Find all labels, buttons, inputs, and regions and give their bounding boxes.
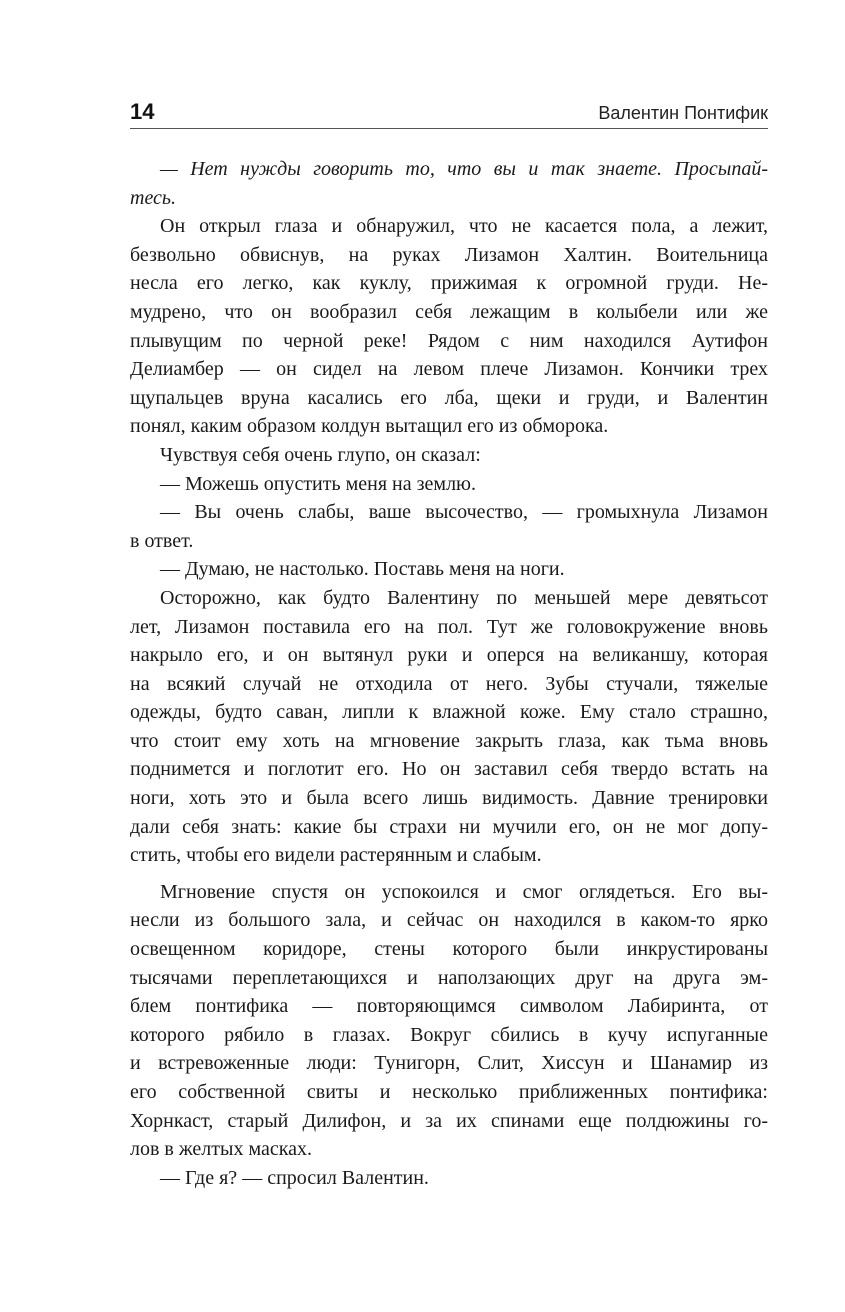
text-line: которого рябило в глазах. Вокруг сбились в кучу испуганные xyxy=(130,1023,768,1046)
text-line: накрыло его, и он вытянул руки и оперся на великаншу, которая xyxy=(130,644,768,667)
text-line: мудрено, что он вообразил себя лежащим в колыбели или же xyxy=(130,300,768,323)
text-line: безвольно обвиснув, на руках Лизамон Халтин. Воительница xyxy=(130,243,768,266)
page-number: 14 xyxy=(130,99,155,124)
text-line: лов в желтых масках. xyxy=(130,1138,313,1161)
text-line: понял, каким образом колдун вытащил его из обморока. xyxy=(130,415,609,438)
text-line: Мгновение спустя он успокоился и смог оглядеться. Его вы- xyxy=(160,880,768,903)
text-line: тесь. xyxy=(130,186,177,209)
text-line: его собственной свиты и несколько приближенных понтифика: xyxy=(130,1081,768,1103)
text-line: освещенном коридоре, стены которого были инкрустированы xyxy=(130,938,768,961)
text-line: на всякий случай не отходила от него. Зубы стучали, тяжелые xyxy=(130,672,768,695)
text-line: Чувствуя себя очень глупо, он сказал: xyxy=(160,443,481,466)
text-line: Он открыл глаза и обнаружил, что не касается пола, а лежит, xyxy=(160,215,768,238)
text-line: ноги, хоть это и была всего лишь видимость. Давние тренировки xyxy=(130,787,768,810)
text-line: Осторожно, как будто Валентину по меньшей мере девятьсот xyxy=(160,586,768,609)
page-header xyxy=(130,98,768,129)
text-line: стить, чтобы его видели растерянным и слабым. xyxy=(130,844,542,867)
text-line: поднимется и поглотит его. Но он заставил себя твердо встать на xyxy=(130,758,768,781)
text-line: блем понтифика — повторяющимся символом Лабиринта, от xyxy=(130,995,768,1018)
text-line: лет, Лизамон поставила его на пол. Тут же головокружение вновь xyxy=(130,615,768,638)
text-line: дали себя знать: какие бы страхи ни мучили его, он не мог допу- xyxy=(130,815,768,838)
text-line: несла его легко, как куклу, прижимая к огромной груди. Не- xyxy=(130,272,768,295)
text-line: — Нет нужды говорить то, что вы и так знаете. Просыпай- xyxy=(160,158,768,180)
text-line: — Можешь опустить меня на землю. xyxy=(160,472,476,495)
text-line: что стоит ему хоть на мгновение закрыть глаза, как тьма вновь xyxy=(130,729,768,752)
text-line: — Где я? — спросил Валентин. xyxy=(160,1166,429,1189)
text-line: щупальцев вруна касались его лба, щеки и груди, и Валентин xyxy=(130,386,768,409)
text-line: тысячами переплетающихся и наползающих друг на друга эм- xyxy=(130,966,768,989)
text-line: — Вы очень слабы, ваше высочество, — громыхнула Лизамон xyxy=(160,501,768,524)
text-line: Хорнкаст, старый Дилифон, и за их спинами еще полдюжины го- xyxy=(130,1109,768,1132)
text-line: и встревоженные люди: Тунигорн, Слит, Хиссун и Шанамир из xyxy=(130,1052,768,1075)
text-line: — Думаю, не настолько. Поставь меня на ноги. xyxy=(160,558,565,581)
text-line: несли из большого зала, и сейчас он находился в каком-то ярко xyxy=(130,909,768,932)
running-title: Валентин Понтифик xyxy=(598,103,768,123)
body-text xyxy=(130,155,768,1192)
text-line: плывущим по черной реке! Рядом с ним находился Аутифон xyxy=(130,329,768,352)
text-line: Делиамбер — он сидел на левом плече Лизамон. Кончики трех xyxy=(130,358,768,381)
text-line: одежды, будто саван, липли к влажной коже. Ему стало страшно, xyxy=(130,701,768,724)
text-line: в ответ. xyxy=(130,529,194,552)
